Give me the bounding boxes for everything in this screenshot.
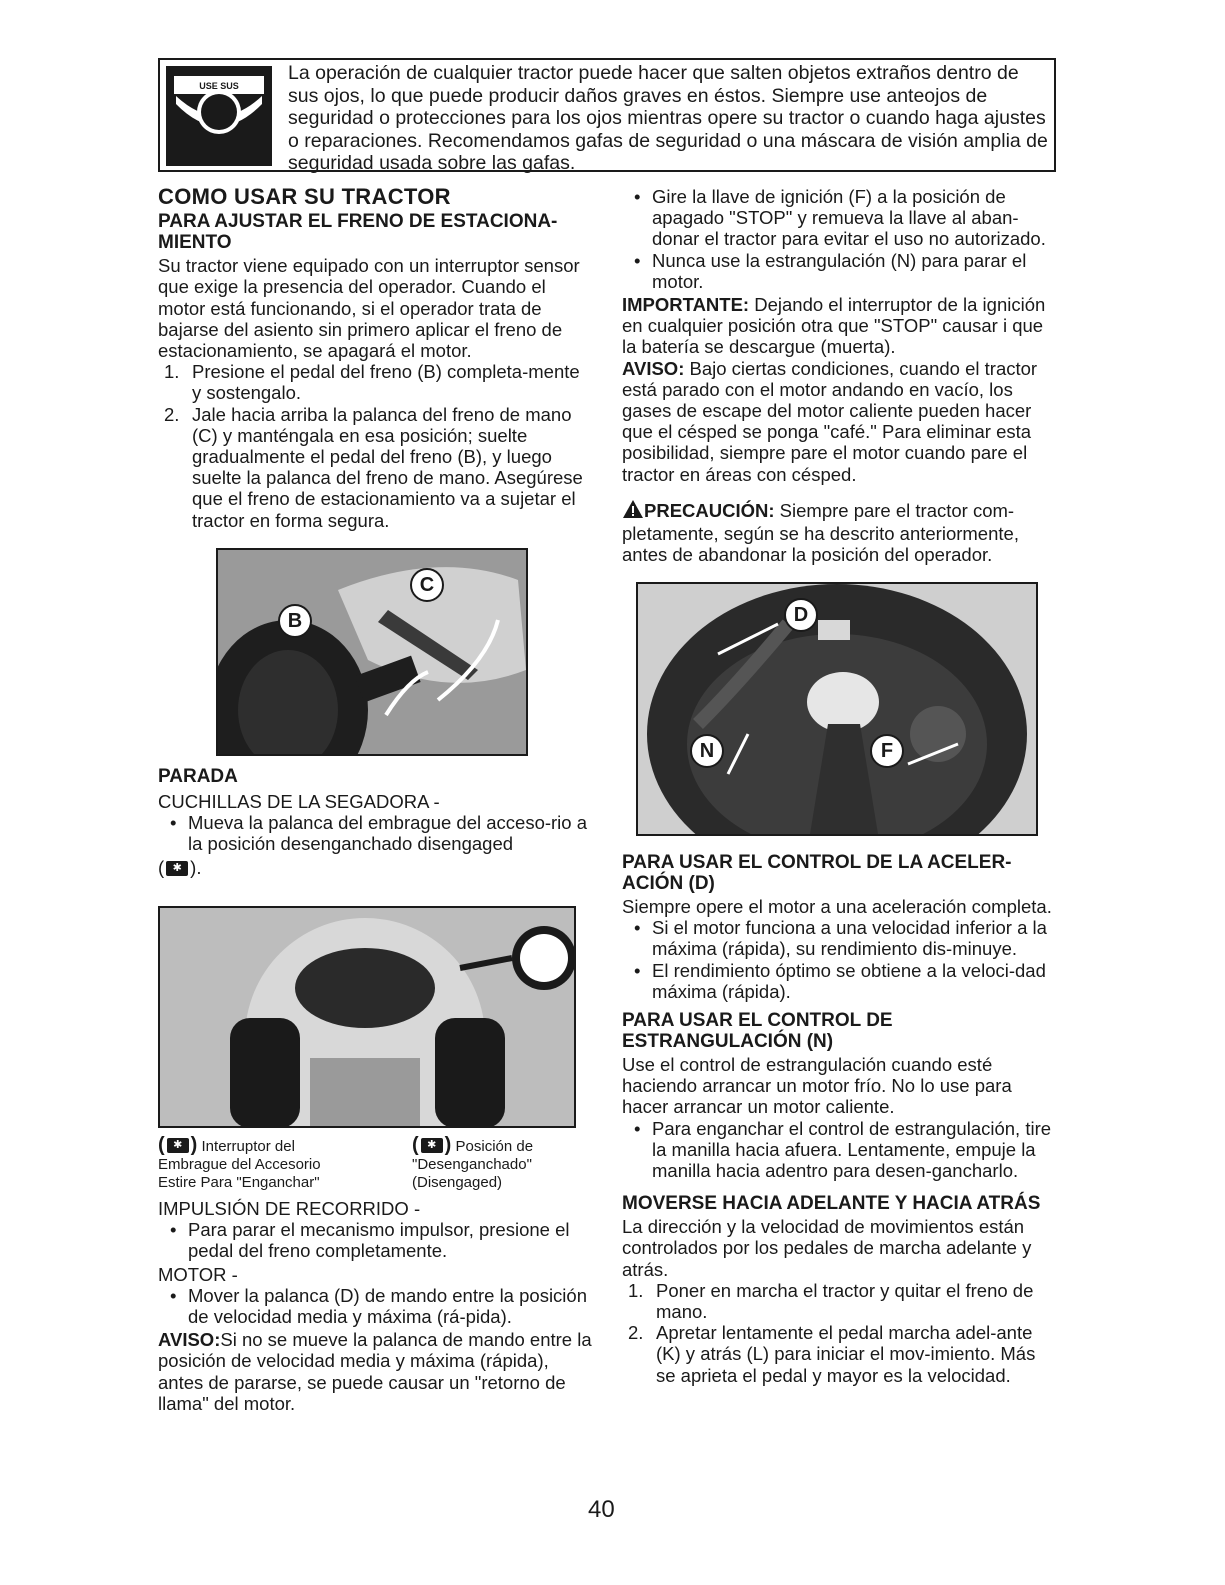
list-item: 2. Jale hacia arriba la palanca del freno de mano (C) y manténgala en esa posición; suelte gradualmente el pedal del freno (B), y luego suelte la palanca del freno de mano. Asegúrese que el freno de estacionamiento va a sujetar el tractor en forma segura. bbox=[164, 403, 583, 531]
list-item: • El rendimiento óptimo se obtiene a la veloci-dad máxima (rápida). bbox=[634, 959, 1046, 1002]
page-number: 40 bbox=[588, 1496, 615, 1523]
callout-c: C bbox=[410, 568, 444, 602]
callout-d: D bbox=[784, 598, 818, 632]
left-column-bottom bbox=[158, 1198, 594, 1414]
left-notice: AVISO:Si no se mueve la palanca de mando entre la posición de velocidad media y máxima (rápida), antes de pararse, se puede causar un "retorno de llama" del motor. bbox=[158, 1329, 592, 1414]
engage-symbol-icon: ✱ bbox=[167, 1138, 189, 1153]
left-column-stop bbox=[158, 766, 594, 878]
move-steps bbox=[622, 1280, 1060, 1386]
important-note: IMPORTANTE: Dejando el interruptor de la ignición en cualquier posición otra que "STOP" causar i que la batería se descargue (muerta). bbox=[622, 294, 1046, 358]
brake-steps bbox=[158, 361, 594, 531]
safety-glasses-icon bbox=[166, 66, 272, 166]
right-column-bottom bbox=[622, 852, 1060, 1386]
stop-heading: PARADA bbox=[158, 766, 238, 787]
choke-intro: Use el control de estrangulación cuando esté haciendo arrancar un motor frío. No lo use para hacer arrancar un motor caliente. bbox=[622, 1054, 1012, 1118]
motor-heading: MOTOR - bbox=[158, 1263, 238, 1285]
blades-list bbox=[158, 812, 594, 854]
list-item: • Para parar el mecanismo impulsor, presione el pedal del freno completamente. bbox=[170, 1219, 570, 1262]
move-intro: La dirección y la velocidad de movimientos están controlados por los pedales de marcha adelante y atrás. bbox=[622, 1216, 1032, 1280]
stop-list bbox=[622, 186, 1060, 292]
callout-n: N bbox=[690, 734, 724, 768]
drive-heading: IMPULSIÓN DE RECORRIDO - bbox=[158, 1198, 421, 1219]
callout-b: B bbox=[278, 604, 312, 638]
right-column-top bbox=[622, 186, 1060, 565]
callout-f: F bbox=[870, 734, 904, 768]
caution-triangle-icon bbox=[622, 499, 644, 523]
list-item: 1. Presione el pedal del freno (B) completa-mente y sostengalo. bbox=[164, 361, 580, 404]
brake-heading: PARA AJUSTAR EL FRENO DE ESTACIONA-MIENTO bbox=[158, 211, 558, 254]
caption-right: ( ✱ ) Posición de "Desenganchado" (Disengaged) bbox=[412, 1134, 534, 1191]
list-item: • Mueva la palanca del embrague del acceso-rio a la posición desenganchado disengaged bbox=[170, 812, 588, 855]
safety-warning-text: La operación de cualquier tractor puede hacer que salten objetos extraños dentro de sus ojos, lo que puede producir daños graves en éstos. Siempre use anteojos de seguridad o protecciones para los ojos mientras opere su tractor o cuando haga ajustes o reparaciones. Recomendamos gafas de seguridad o una máscara de visión amplia de seguridad usada sobre las gafas. bbox=[288, 62, 1048, 174]
icon-top-text: USE SUS bbox=[199, 81, 239, 91]
choke-list bbox=[622, 1118, 1060, 1182]
brake-intro: Su tractor viene equipado con un interruptor sensor que exige la presencia del operador. Cuando el motor está funcionando, si el operador trata de bajarse del asiento sin primero aplicar el freno de estacionamiento, se apagará el motor. bbox=[158, 255, 580, 362]
brake-photo bbox=[216, 548, 528, 756]
list-item: • Para enganchar el control de estrangulación, tire la manilla hacia afuera. Lentamente, empuje la manilla hacia adentro para desen-gancharlo. bbox=[634, 1117, 1052, 1182]
disengaged-symbol-icon: ✱ bbox=[166, 861, 188, 876]
left-column-top bbox=[158, 186, 594, 531]
blades-tail: ( ✱ ). bbox=[158, 856, 202, 878]
list-item: 2. Apretar lentamente el pedal marcha adel-ante (K) y atrás (L) para iniciar el mov-imiento. Más se aprieta el pedal y mayor es la velocidad. bbox=[628, 1322, 1036, 1386]
throttle-heading: PARA USAR EL CONTROL DE LA ACELER-ACIÓN (D) bbox=[622, 852, 1012, 894]
dashboard-photo bbox=[636, 582, 1038, 836]
list-item: • Gire la llave de ignición (F) a la posición de apagado "STOP" y remueva la llave al aban-donar el tractor para evitar el uso no autorizado. bbox=[634, 186, 1046, 250]
throttle-intro: Siempre opere el motor a una aceleración completa. bbox=[622, 896, 1052, 917]
list-item: • Si el motor funciona a una velocidad inferior a la máxima (rápida), su rendimiento dis-minuye. bbox=[634, 917, 1047, 960]
disengaged-position-icon: ✱ bbox=[421, 1138, 443, 1153]
choke-heading: PARA USAR EL CONTROL DE ESTRANGULACIÓN (N) bbox=[622, 1010, 893, 1053]
list-item: • Nunca use la estrangulación (N) para parar el motor. bbox=[634, 249, 1027, 292]
right-notice: AVISO: Bajo ciertas condiciones, cuando el tractor está parado con el motor andando en vacío, los gases de escape del motor caliente pueden hacer que el césped se ponga "café." Para eliminar esta posibilidad, siempre pare el motor cuando pare el tractor en áreas con césped. bbox=[622, 357, 1038, 485]
list-item: • Mover la palanca (D) de mando entre la posición de velocidad media y máxima (rá-pida). bbox=[170, 1284, 587, 1328]
move-heading: MOVERSE HACIA ADELANTE Y HACIA ATRÁS bbox=[622, 1193, 1041, 1215]
throttle-list bbox=[622, 917, 1060, 1002]
caution-note: PRECAUCIÓN: Siempre pare el tractor com-pletamente, según se ha descrito anteriormente, antes de abandonar la posición del operador. bbox=[622, 499, 1019, 566]
section-title: COMO USAR SU TRACTOR bbox=[158, 184, 451, 209]
blades-heading: CUCHILLAS DE LA SEGADORA - bbox=[158, 791, 440, 812]
caption-left: ( ✱ ) Interruptor del Embrague del Accesorio Estire Para "Enganchar" bbox=[158, 1134, 321, 1191]
list-item: 1. Poner en marcha el tractor y quitar el freno de mano. bbox=[628, 1279, 1034, 1323]
clutch-photo bbox=[158, 906, 576, 1128]
drive-list bbox=[158, 1219, 594, 1261]
motor-list bbox=[158, 1285, 594, 1327]
